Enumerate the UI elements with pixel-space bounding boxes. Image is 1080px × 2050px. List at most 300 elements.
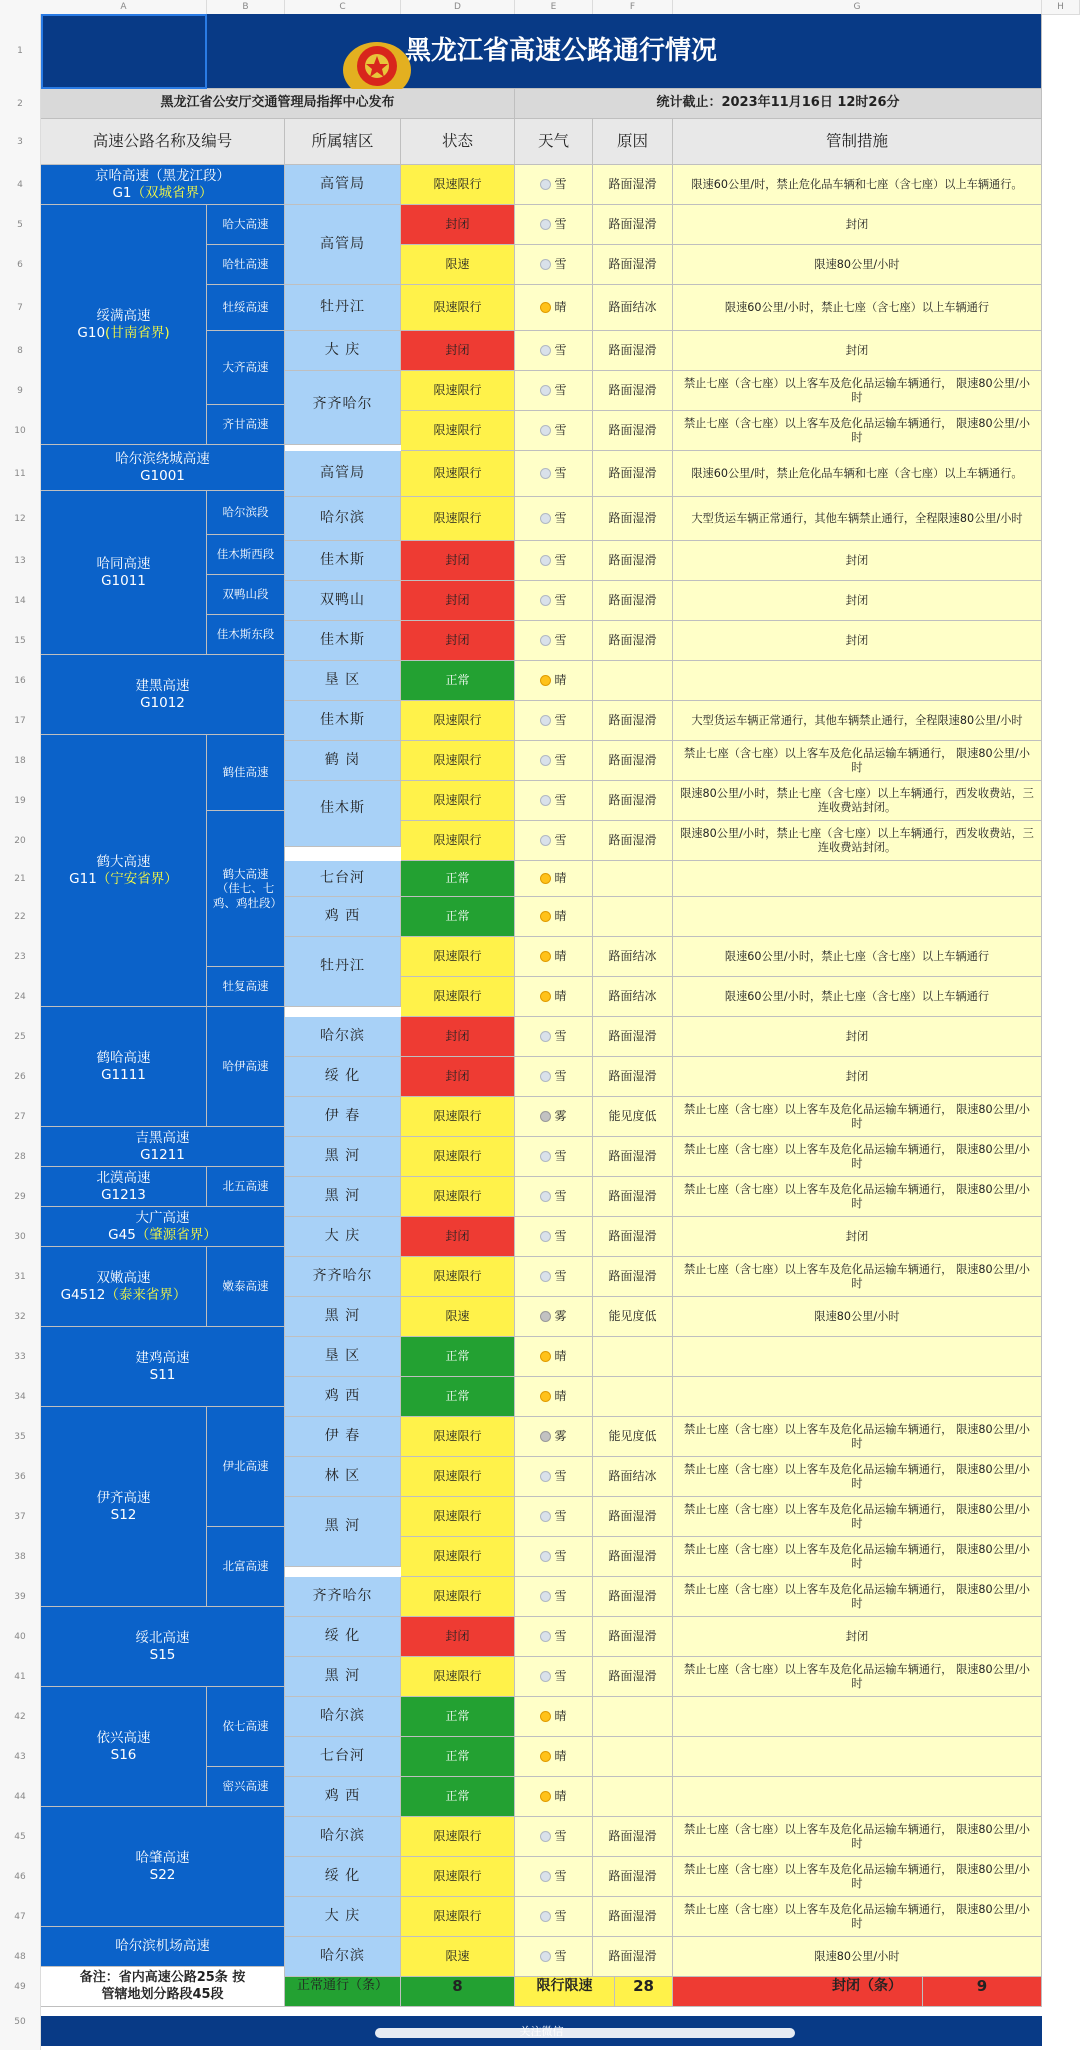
jurisdiction-cell[interactable]: 黑 河 <box>285 1177 401 1217</box>
status-cell[interactable]: 限速限行 <box>401 1417 515 1457</box>
status-cell[interactable]: 限速限行 <box>401 781 515 821</box>
status-cell[interactable]: 限速限行 <box>401 285 515 331</box>
jurisdiction-cell[interactable]: 牡丹江 <box>285 927 401 1007</box>
jurisdiction-cell[interactable]: 黑 河 <box>285 1137 401 1177</box>
reason-cell[interactable]: 路面结冰 <box>593 1457 673 1497</box>
control-measures-cell[interactable]: 限速80公里/小时 <box>673 1297 1042 1337</box>
jurisdiction-cell[interactable]: 牡丹江 <box>285 285 401 331</box>
status-cell[interactable]: 限速限行 <box>401 497 515 541</box>
row-number[interactable]: 6 <box>17 260 23 270</box>
row-number[interactable]: 43 <box>14 1752 26 1762</box>
weather-cell[interactable] <box>515 451 593 497</box>
weather-cell[interactable] <box>515 1217 593 1257</box>
status-cell[interactable]: 正常 <box>401 1737 515 1777</box>
row-number[interactable]: 13 <box>14 556 26 566</box>
section-jiamusi-east[interactable]: 佳木斯东段 <box>207 615 285 655</box>
control-measures-cell[interactable]: 限速80公里/小时 <box>673 1937 1042 1977</box>
horizontal-scrollbar[interactable] <box>375 2028 795 2038</box>
reason-cell[interactable]: 路面湿滑 <box>593 497 673 541</box>
weather-cell[interactable] <box>515 245 593 285</box>
status-cell[interactable]: 封闭 <box>401 1617 515 1657</box>
jurisdiction-cell[interactable]: 哈尔滨 <box>285 1697 401 1737</box>
row-number[interactable]: 25 <box>14 1032 26 1042</box>
section-yibei[interactable]: 伊北高速 <box>207 1407 285 1527</box>
reason-cell[interactable]: 路面结冰 <box>593 285 673 331</box>
status-cell[interactable]: 封闭 <box>401 1057 515 1097</box>
weather-cell[interactable] <box>515 861 593 897</box>
status-cell[interactable]: 限速限行 <box>401 1577 515 1617</box>
control-measures-cell[interactable]: 限速60公里/小时，禁止七座（含七座）以上车辆通行 <box>673 285 1042 331</box>
reason-cell[interactable]: 路面湿滑 <box>593 331 673 371</box>
row-number[interactable]: 44 <box>14 1792 26 1802</box>
row-number[interactable]: 45 <box>14 1832 26 1842</box>
row-number[interactable]: 30 <box>14 1232 26 1242</box>
weather-cell[interactable] <box>515 621 593 661</box>
weather-cell[interactable] <box>515 821 593 861</box>
reason-cell[interactable]: 路面湿滑 <box>593 1257 673 1297</box>
section-nentai[interactable]: 嫩泰高速 <box>207 1247 285 1327</box>
jurisdiction-cell[interactable]: 黑 河 <box>285 1297 401 1337</box>
row-number[interactable]: 15 <box>14 636 26 646</box>
row-number[interactable]: 27 <box>14 1112 26 1122</box>
row-number[interactable]: 49 <box>14 1982 26 1992</box>
jurisdiction-cell[interactable]: 伊 春 <box>285 1417 401 1457</box>
reason-cell[interactable]: 路面结冰 <box>593 977 673 1017</box>
row-number[interactable]: 41 <box>14 1672 26 1682</box>
jurisdiction-cell[interactable]: 七台河 <box>285 861 401 897</box>
status-cell[interactable]: 限速限行 <box>401 411 515 451</box>
status-cell[interactable]: 限速限行 <box>401 1537 515 1577</box>
row-number[interactable]: 48 <box>14 1952 26 1962</box>
control-measures-cell[interactable] <box>673 1377 1042 1417</box>
row-number[interactable]: 26 <box>14 1072 26 1082</box>
jurisdiction-cell[interactable]: 垦 区 <box>285 1337 401 1377</box>
row-number[interactable]: 40 <box>14 1632 26 1642</box>
reason-cell[interactable]: 路面湿滑 <box>593 1817 673 1857</box>
row-number[interactable]: 14 <box>14 596 26 606</box>
reason-cell[interactable] <box>593 861 673 897</box>
jurisdiction-cell[interactable]: 鹤 岗 <box>285 741 401 781</box>
control-measures-cell[interactable]: 限速80公里/小时，禁止七座（含七座）以上车辆通行，西发收费站，三连收费站封闭。 <box>673 781 1042 821</box>
row-number[interactable]: 24 <box>14 992 26 1002</box>
status-cell[interactable]: 限速 <box>401 1297 515 1337</box>
status-cell[interactable]: 限速限行 <box>401 451 515 497</box>
status-cell[interactable]: 限速限行 <box>401 1497 515 1537</box>
reason-cell[interactable]: 路面湿滑 <box>593 1537 673 1577</box>
row-number[interactable]: 38 <box>14 1552 26 1562</box>
reason-cell[interactable]: 能见度低 <box>593 1417 673 1457</box>
weather-cell[interactable] <box>515 937 593 977</box>
row-number[interactable]: 10 <box>14 426 26 436</box>
jurisdiction-cell[interactable]: 绥 化 <box>285 1057 401 1097</box>
col-header-h[interactable]: H <box>1042 0 1080 14</box>
jurisdiction-cell[interactable]: 垦 区 <box>285 661 401 701</box>
jurisdiction-cell[interactable]: 高管局 <box>285 205 401 285</box>
highway-g1001[interactable] <box>41 445 285 491</box>
control-measures-cell[interactable]: 禁止七座（含七座）以上客车及危化品运输车辆通行， 限速80公里/小时 <box>673 1137 1042 1177</box>
jurisdiction-cell[interactable]: 哈尔滨 <box>285 497 401 541</box>
jurisdiction-cell[interactable]: 鸡 西 <box>285 1777 401 1817</box>
weather-cell[interactable] <box>515 371 593 411</box>
row-number[interactable]: 37 <box>14 1512 26 1522</box>
control-measures-cell[interactable]: 禁止七座（含七座）以上客车及危化品运输车辆通行， 限速80公里/小时 <box>673 1497 1042 1537</box>
row-number[interactable]: 50 <box>14 2017 26 2027</box>
status-cell[interactable]: 限速限行 <box>401 741 515 781</box>
jurisdiction-cell[interactable]: 齐齐哈尔 <box>285 1577 401 1617</box>
status-cell[interactable]: 正常 <box>401 1337 515 1377</box>
weather-cell[interactable] <box>515 1857 593 1897</box>
weather-cell[interactable] <box>515 1417 593 1457</box>
weather-cell[interactable] <box>515 1177 593 1217</box>
jurisdiction-cell[interactable]: 佳木斯 <box>285 701 401 741</box>
section-hamu[interactable]: 哈牡高速 <box>207 245 285 285</box>
control-measures-cell[interactable]: 限速60公里/小时，禁止七座（含七座）以上车辆通行 <box>673 977 1042 1017</box>
row-number[interactable]: 39 <box>14 1592 26 1602</box>
weather-cell[interactable] <box>515 1537 593 1577</box>
control-measures-cell[interactable]: 禁止七座（含七座）以上客车及危化品运输车辆通行， 限速80公里/小时 <box>673 1817 1042 1857</box>
reason-cell[interactable]: 路面湿滑 <box>593 451 673 497</box>
status-cell[interactable]: 正常 <box>401 861 515 897</box>
section-jiamusi-west[interactable]: 佳木斯西段 <box>207 535 285 575</box>
reason-cell[interactable]: 路面湿滑 <box>593 1137 673 1177</box>
row-number[interactable]: 4 <box>17 180 23 190</box>
status-cell[interactable]: 限速限行 <box>401 165 515 205</box>
reason-cell[interactable]: 路面湿滑 <box>593 371 673 411</box>
weather-cell[interactable] <box>515 1017 593 1057</box>
jurisdiction-cell[interactable]: 黑 河 <box>285 1487 401 1567</box>
control-measures-cell[interactable]: 大型货运车辆正常通行，其他车辆禁止通行，全程限速80公里/小时 <box>673 701 1042 741</box>
status-cell[interactable]: 限速限行 <box>401 977 515 1017</box>
control-measures-cell[interactable]: 限速60公里/时，禁止危化品车辆和七座（含七座）以上车辆通行。 <box>673 165 1042 205</box>
jurisdiction-cell[interactable]: 齐齐哈尔 <box>285 365 401 445</box>
control-measures-cell[interactable] <box>673 897 1042 937</box>
jurisdiction-cell[interactable]: 黑 河 <box>285 1657 401 1697</box>
status-cell[interactable]: 封闭 <box>401 331 515 371</box>
reason-cell[interactable]: 路面湿滑 <box>593 1897 673 1937</box>
row-number[interactable]: 20 <box>14 836 26 846</box>
status-cell[interactable]: 限速 <box>401 1937 515 1977</box>
weather-cell[interactable] <box>515 661 593 701</box>
weather-cell[interactable] <box>515 285 593 331</box>
control-measures-cell[interactable]: 封闭 <box>673 1057 1042 1097</box>
jurisdiction-cell[interactable]: 大 庆 <box>285 1217 401 1257</box>
weather-cell[interactable] <box>515 1297 593 1337</box>
control-measures-cell[interactable] <box>673 1737 1042 1777</box>
col-header-d[interactable]: D <box>401 0 515 14</box>
weather-cell[interactable] <box>515 1657 593 1697</box>
row-number[interactable]: 22 <box>14 912 26 922</box>
reason-cell[interactable]: 路面湿滑 <box>593 581 673 621</box>
section-hada[interactable]: 哈大高速 <box>207 205 285 245</box>
weather-cell[interactable] <box>515 1617 593 1657</box>
weather-cell[interactable] <box>515 897 593 937</box>
weather-cell[interactable] <box>515 977 593 1017</box>
jurisdiction-cell[interactable]: 双鸭山 <box>285 581 401 621</box>
row-number[interactable]: 32 <box>14 1312 26 1322</box>
status-cell[interactable]: 限速 <box>401 245 515 285</box>
control-measures-cell[interactable] <box>673 1697 1042 1737</box>
section-hejia[interactable]: 鹤佳高速 <box>207 735 285 811</box>
status-cell[interactable]: 限速限行 <box>401 821 515 861</box>
row-number[interactable]: 46 <box>14 1872 26 1882</box>
status-cell[interactable]: 封闭 <box>401 621 515 661</box>
weather-cell[interactable] <box>515 1817 593 1857</box>
weather-cell[interactable] <box>515 497 593 541</box>
control-measures-cell[interactable] <box>673 1777 1042 1817</box>
weather-cell[interactable] <box>515 1577 593 1617</box>
status-cell[interactable]: 限速限行 <box>401 1657 515 1697</box>
control-measures-cell[interactable]: 禁止七座（含七座）以上客车及危化品运输车辆通行， 限速80公里/小时 <box>673 411 1042 451</box>
row-number[interactable]: 42 <box>14 1712 26 1722</box>
section-musui[interactable]: 牡绥高速 <box>207 285 285 331</box>
control-measures-cell[interactable]: 禁止七座（含七座）以上客车及危化品运输车辆通行， 限速80公里/小时 <box>673 1097 1042 1137</box>
section-daqi[interactable]: 大齐高速 <box>207 331 285 405</box>
control-measures-cell[interactable]: 禁止七座（含七座）以上客车及危化品运输车辆通行， 限速80公里/小时 <box>673 1457 1042 1497</box>
reason-cell[interactable]: 路面湿滑 <box>593 541 673 581</box>
row-number[interactable]: 2 <box>17 99 23 109</box>
reason-cell[interactable]: 路面湿滑 <box>593 411 673 451</box>
row-number[interactable]: 34 <box>14 1392 26 1402</box>
jurisdiction-cell[interactable]: 林 区 <box>285 1457 401 1497</box>
status-cell[interactable]: 正常 <box>401 897 515 937</box>
col-header-b[interactable]: B <box>207 0 285 14</box>
jurisdiction-cell[interactable]: 哈尔滨 <box>285 1937 401 1977</box>
row-number[interactable]: 33 <box>14 1352 26 1362</box>
status-cell[interactable]: 封闭 <box>401 541 515 581</box>
section-mixing[interactable]: 密兴高速 <box>207 1767 285 1807</box>
col-header-e[interactable]: E <box>515 0 593 14</box>
control-measures-cell[interactable]: 封闭 <box>673 621 1042 661</box>
status-cell[interactable]: 封闭 <box>401 205 515 245</box>
control-measures-cell[interactable]: 封闭 <box>673 1217 1042 1257</box>
col-header-g[interactable]: G <box>673 0 1042 14</box>
row-number[interactable]: 23 <box>14 952 26 962</box>
jurisdiction-cell[interactable]: 大 庆 <box>285 331 401 371</box>
row-number[interactable]: 1 <box>17 46 23 56</box>
weather-cell[interactable] <box>515 781 593 821</box>
reason-cell[interactable] <box>593 897 673 937</box>
status-cell[interactable]: 封闭 <box>401 1017 515 1057</box>
reason-cell[interactable]: 路面湿滑 <box>593 1937 673 1977</box>
status-cell[interactable]: 限速限行 <box>401 1817 515 1857</box>
row-number[interactable]: 21 <box>14 874 26 884</box>
reason-cell[interactable]: 路面湿滑 <box>593 1017 673 1057</box>
row-number[interactable]: 11 <box>14 469 26 479</box>
reason-cell[interactable]: 能见度低 <box>593 1297 673 1337</box>
section-shuangyashan[interactable]: 双鸭山段 <box>207 575 285 615</box>
highway-g1213[interactable] <box>41 1167 207 1207</box>
row-number[interactable]: 18 <box>14 756 26 766</box>
reason-cell[interactable]: 路面湿滑 <box>593 205 673 245</box>
reason-cell[interactable] <box>593 1777 673 1817</box>
weather-cell[interactable] <box>515 411 593 451</box>
reason-cell[interactable] <box>593 1337 673 1377</box>
reason-cell[interactable]: 路面湿滑 <box>593 1497 673 1537</box>
jurisdiction-cell[interactable]: 伊 春 <box>285 1097 401 1137</box>
highway-s12[interactable] <box>41 1407 207 1607</box>
highway-g4512[interactable] <box>41 1247 207 1327</box>
weather-cell[interactable] <box>515 1337 593 1377</box>
control-measures-cell[interactable]: 限速80公里/小时 <box>673 245 1042 285</box>
weather-cell[interactable] <box>515 1097 593 1137</box>
control-measures-cell[interactable]: 封闭 <box>673 331 1042 371</box>
weather-cell[interactable] <box>515 741 593 781</box>
status-cell[interactable]: 封闭 <box>401 1217 515 1257</box>
weather-cell[interactable] <box>515 701 593 741</box>
control-measures-cell[interactable] <box>673 1337 1042 1377</box>
reason-cell[interactable]: 路面湿滑 <box>593 165 673 205</box>
section-beifu[interactable]: 北富高速 <box>207 1527 285 1607</box>
status-cell[interactable]: 限速限行 <box>401 1457 515 1497</box>
jurisdiction-cell[interactable]: 鸡 西 <box>285 897 401 937</box>
jurisdiction-cell[interactable]: 齐齐哈尔 <box>285 1257 401 1297</box>
control-measures-cell[interactable]: 封闭 <box>673 541 1042 581</box>
weather-cell[interactable] <box>515 1897 593 1937</box>
row-number[interactable]: 16 <box>14 676 26 686</box>
highway-s15[interactable] <box>41 1607 285 1687</box>
jurisdiction-cell[interactable]: 大 庆 <box>285 1897 401 1937</box>
status-cell[interactable]: 限速限行 <box>401 937 515 977</box>
highway-s16[interactable] <box>41 1687 207 1807</box>
weather-cell[interactable] <box>515 581 593 621</box>
jurisdiction-cell[interactable]: 鸡 西 <box>285 1377 401 1417</box>
section-beiwu[interactable]: 北五高速 <box>207 1167 285 1207</box>
status-cell[interactable]: 限速限行 <box>401 1257 515 1297</box>
weather-cell[interactable] <box>515 1777 593 1817</box>
col-header-f[interactable]: F <box>593 0 673 14</box>
weather-cell[interactable] <box>515 1497 593 1537</box>
status-cell[interactable]: 限速限行 <box>401 701 515 741</box>
status-cell[interactable]: 正常 <box>401 1377 515 1417</box>
highway-g1012[interactable] <box>41 655 285 735</box>
status-cell[interactable]: 限速限行 <box>401 371 515 411</box>
weather-cell[interactable] <box>515 1737 593 1777</box>
jurisdiction-cell[interactable]: 七台河 <box>285 1737 401 1777</box>
highway-g45[interactable] <box>41 1207 285 1247</box>
control-measures-cell[interactable]: 禁止七座（含七座）以上客车及危化品运输车辆通行， 限速80公里/小时 <box>673 371 1042 411</box>
section-hayi[interactable]: 哈伊高速 <box>207 1007 285 1127</box>
reason-cell[interactable]: 路面湿滑 <box>593 621 673 661</box>
reason-cell[interactable] <box>593 1377 673 1417</box>
col-header-c[interactable]: C <box>285 0 401 14</box>
reason-cell[interactable] <box>593 1737 673 1777</box>
control-measures-cell[interactable] <box>673 661 1042 701</box>
reason-cell[interactable] <box>593 661 673 701</box>
control-measures-cell[interactable]: 禁止七座（含七座）以上客车及危化品运输车辆通行， 限速80公里/小时 <box>673 1417 1042 1457</box>
status-cell[interactable]: 限速限行 <box>401 1097 515 1137</box>
reason-cell[interactable]: 路面湿滑 <box>593 1057 673 1097</box>
weather-cell[interactable] <box>515 541 593 581</box>
jurisdiction-cell[interactable]: 佳木斯 <box>285 541 401 581</box>
control-measures-cell[interactable]: 限速60公里/小时，禁止七座（含七座）以上车辆通行 <box>673 937 1042 977</box>
weather-cell[interactable] <box>515 331 593 371</box>
jurisdiction-cell[interactable]: 佳木斯 <box>285 621 401 661</box>
jurisdiction-cell[interactable]: 高管局 <box>285 451 401 497</box>
control-measures-cell[interactable]: 禁止七座（含七座）以上客车及危化品运输车辆通行， 限速80公里/小时 <box>673 1657 1042 1697</box>
section-qigan[interactable]: 齐甘高速 <box>207 405 285 445</box>
control-measures-cell[interactable]: 封闭 <box>673 205 1042 245</box>
reason-cell[interactable]: 路面结冰 <box>593 937 673 977</box>
control-measures-cell[interactable]: 限速60公里/时，禁止危化品车辆和七座（含七座）以上车辆通行。 <box>673 451 1042 497</box>
reason-cell[interactable]: 路面湿滑 <box>593 1617 673 1657</box>
row-number[interactable]: 35 <box>14 1432 26 1442</box>
section-yiqi[interactable]: 依七高速 <box>207 1687 285 1767</box>
weather-cell[interactable] <box>515 1937 593 1977</box>
row-number[interactable]: 7 <box>17 303 23 313</box>
row-number[interactable]: 8 <box>17 346 23 356</box>
reason-cell[interactable]: 路面湿滑 <box>593 741 673 781</box>
highway-g1111[interactable] <box>41 1007 207 1127</box>
highway-g1[interactable] <box>41 165 285 205</box>
status-cell[interactable]: 正常 <box>401 1777 515 1817</box>
highway-g10[interactable] <box>41 205 207 445</box>
highway-airport[interactable] <box>41 1927 285 1967</box>
control-measures-cell[interactable]: 禁止七座（含七座）以上客车及危化品运输车辆通行， 限速80公里/小时 <box>673 1537 1042 1577</box>
highway-g1211[interactable] <box>41 1127 285 1167</box>
status-cell[interactable]: 限速限行 <box>401 1857 515 1897</box>
reason-cell[interactable] <box>593 1697 673 1737</box>
status-cell[interactable]: 正常 <box>401 661 515 701</box>
control-measures-cell[interactable]: 封闭 <box>673 1617 1042 1657</box>
jurisdiction-cell[interactable]: 绥 化 <box>285 1857 401 1897</box>
highway-g1011[interactable] <box>41 491 207 655</box>
row-number[interactable]: 3 <box>17 137 23 147</box>
reason-cell[interactable]: 能见度低 <box>593 1097 673 1137</box>
status-cell[interactable]: 限速限行 <box>401 1177 515 1217</box>
highway-g11[interactable] <box>41 735 207 1007</box>
jurisdiction-cell[interactable]: 哈尔滨 <box>285 1817 401 1857</box>
row-number[interactable]: 31 <box>14 1272 26 1282</box>
reason-cell[interactable]: 路面湿滑 <box>593 781 673 821</box>
reason-cell[interactable]: 路面湿滑 <box>593 1177 673 1217</box>
row-number[interactable]: 19 <box>14 796 26 806</box>
weather-cell[interactable] <box>515 1057 593 1097</box>
row-number[interactable]: 9 <box>17 386 23 396</box>
status-cell[interactable]: 封闭 <box>401 581 515 621</box>
control-measures-cell[interactable]: 限速80公里/小时，禁止七座（含七座）以上车辆通行，西发收费站，三连收费站封闭。 <box>673 821 1042 861</box>
reason-cell[interactable]: 路面湿滑 <box>593 821 673 861</box>
jurisdiction-cell[interactable]: 高管局 <box>285 165 401 205</box>
weather-cell[interactable] <box>515 1457 593 1497</box>
reason-cell[interactable]: 路面湿滑 <box>593 245 673 285</box>
section-mufu[interactable]: 牡复高速 <box>207 967 285 1007</box>
row-number[interactable]: 12 <box>14 514 26 524</box>
reason-cell[interactable]: 路面湿滑 <box>593 701 673 741</box>
section-haerbin[interactable]: 哈尔滨段 <box>207 491 285 535</box>
row-number[interactable]: 5 <box>17 220 23 230</box>
status-cell[interactable]: 限速限行 <box>401 1897 515 1937</box>
control-measures-cell[interactable]: 封闭 <box>673 581 1042 621</box>
reason-cell[interactable]: 路面湿滑 <box>593 1217 673 1257</box>
weather-cell[interactable] <box>515 1697 593 1737</box>
row-number[interactable]: 29 <box>14 1192 26 1202</box>
weather-cell[interactable] <box>515 1257 593 1297</box>
control-measures-cell[interactable]: 禁止七座（含七座）以上客车及危化品运输车辆通行， 限速80公里/小时 <box>673 1857 1042 1897</box>
status-cell[interactable]: 正常 <box>401 1697 515 1737</box>
weather-cell[interactable] <box>515 205 593 245</box>
status-cell[interactable]: 限速限行 <box>401 1137 515 1177</box>
control-measures-cell[interactable] <box>673 861 1042 897</box>
control-measures-cell[interactable]: 封闭 <box>673 1017 1042 1057</box>
highway-s11[interactable] <box>41 1327 285 1407</box>
reason-cell[interactable]: 路面湿滑 <box>593 1857 673 1897</box>
row-number[interactable]: 36 <box>14 1472 26 1482</box>
control-measures-cell[interactable]: 禁止七座（含七座）以上客车及危化品运输车辆通行， 限速80公里/小时 <box>673 1177 1042 1217</box>
row-number[interactable]: 47 <box>14 1912 26 1922</box>
control-measures-cell[interactable]: 禁止七座（含七座）以上客车及危化品运输车辆通行， 限速80公里/小时 <box>673 1577 1042 1617</box>
highway-s22[interactable] <box>41 1807 285 1927</box>
control-measures-cell[interactable]: 禁止七座（含七座）以上客车及危化品运输车辆通行， 限速80公里/小时 <box>673 1257 1042 1297</box>
